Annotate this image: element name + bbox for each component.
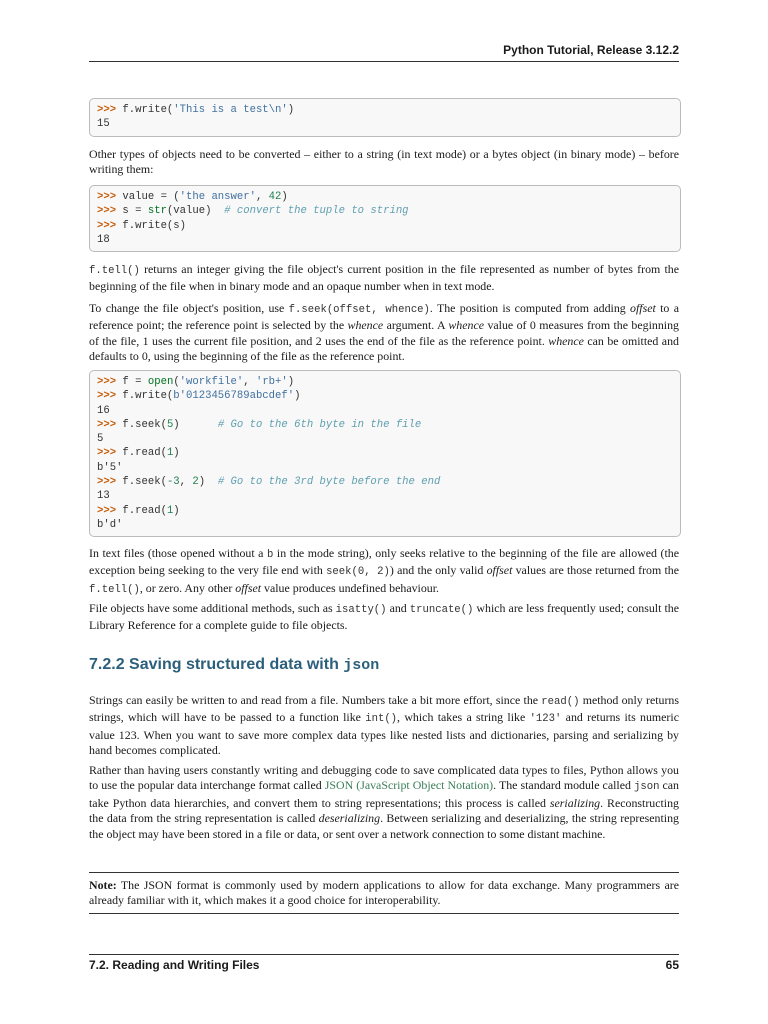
- paragraph-text: Rather than having users constantly writing and debugging code to save complicated data types to files, Python allows you to use the popular data interchange format called: [89, 763, 679, 793]
- code-text: ): [294, 390, 301, 403]
- code-text: ): [173, 447, 180, 460]
- code-text: ): [287, 104, 295, 116]
- emphasis: deserializing: [318, 811, 381, 826]
- inline-code: read(): [541, 696, 580, 708]
- paragraph-text: and returns its numeric value 123. When you want to save more complex data types like nested lists and dictionaries, parsing and serializing by hand becomes complicated.: [89, 710, 679, 758]
- code-text: ): [287, 376, 295, 388]
- section-heading-text: 7.2.2 Saving structured data with: [89, 656, 344, 673]
- code-builtin: str: [147, 205, 167, 218]
- json-link[interactable]: JSON (JavaScript Object Notation): [324, 778, 494, 793]
- code-string: b'0123456789abcdef': [173, 390, 295, 403]
- inline-code: truncate(): [409, 604, 474, 616]
- paragraph-text: which are less frequently used; consult the Library Reference for a complete guide to file objects.: [89, 601, 679, 633]
- code-comment: # convert the tuple to string: [224, 205, 409, 218]
- footer-section: 7.2. Reading and Writing Files: [89, 958, 260, 972]
- code-text: ): [198, 476, 218, 489]
- paragraph-text: . Between serializing and deserializing, the string representing the object may have been stored in a file or data, or sent over a network connection to some distant machine.: [89, 811, 679, 841]
- note-box: [89, 878, 679, 909]
- code-string: 'the answer': [179, 191, 256, 203]
- code-output: b'5': [97, 461, 123, 474]
- code-text: ,: [179, 476, 193, 489]
- paragraph-text: value of 0 measures from the beginning of the file, 1 uses the current file position, and 2 uses the end of the file as the reference point.: [89, 318, 679, 348]
- paragraph-text: . Reconstructing the data from the string representation is called: [89, 795, 680, 826]
- paragraph-text: values are those returned from the: [512, 563, 679, 578]
- paragraph-json: [89, 763, 679, 842]
- paragraph-text: ) and the only valid: [389, 563, 487, 578]
- code-string: 'workfile': [179, 376, 244, 388]
- emphasis: whence: [548, 333, 584, 348]
- inline-code: seek(0, 2): [326, 566, 390, 579]
- prompt: >>>: [97, 376, 117, 388]
- code-text: s =: [116, 205, 148, 218]
- emphasis: whence: [448, 318, 485, 333]
- header-rule: [89, 61, 679, 62]
- code-string: 'rb+': [255, 376, 288, 388]
- paragraph-text: , or zero. Any other: [139, 580, 236, 595]
- code-text: ,: [255, 191, 269, 203]
- emphasis: whence: [347, 318, 384, 333]
- code-text: f.seek(: [116, 476, 167, 489]
- paragraph-text: in the mode string), only seeks relative to the beginning of the file are allowed (the exception being seeking to the very file end with: [89, 546, 679, 578]
- paragraph-convert: Other types of objects need to be converted – either to a string (in text mode) or a bytes object (in binary mode) – before writing them:: [89, 147, 679, 177]
- paragraph-text: Strings can easily be written to and read from a file. Numbers take a bit more effort, since the: [89, 693, 542, 707]
- inline-code: f.seek(offset, whence): [288, 304, 430, 316]
- paragraph-seek: [89, 301, 679, 365]
- paragraph-text: . The position is computed from adding: [429, 301, 631, 315]
- code-string: 'This is a test\n': [173, 104, 288, 116]
- prompt: >>>: [97, 205, 117, 218]
- note-label: Note:: [89, 878, 117, 892]
- inline-code: '123': [529, 713, 562, 726]
- code-number: 2: [192, 476, 199, 489]
- paragraph-text: In text files (those opened without a: [89, 546, 267, 560]
- code-output: b'd': [97, 518, 123, 531]
- paragraph-tell: [89, 262, 679, 295]
- prompt: >>>: [97, 504, 117, 517]
- paragraph-text: . The standard module called: [493, 778, 634, 793]
- code-text: ): [281, 191, 288, 203]
- note-top-rule: [89, 872, 679, 873]
- code-block-value: [89, 185, 681, 252]
- prompt: >>>: [97, 104, 117, 116]
- inline-code: json: [634, 781, 660, 794]
- code-text: f =: [116, 376, 148, 388]
- code-output: 18: [97, 233, 110, 246]
- code-number: 1: [166, 447, 174, 460]
- emphasis: offset: [630, 301, 656, 315]
- paragraph-text: returns an integer giving the file object's current position in the file represented as number of bytes from the beginning of the file when in binary mode and an opaque number when in text mode.: [89, 262, 679, 294]
- paragraph-strings: [89, 693, 679, 759]
- inline-code: isatty(): [335, 604, 387, 616]
- paragraph-text: method only returns strings, which will have to be passed to a function like: [89, 693, 680, 725]
- emphasis: offset: [486, 563, 513, 578]
- code-output: 5: [97, 433, 104, 446]
- prompt: >>>: [97, 219, 117, 232]
- code-text: ): [173, 504, 180, 517]
- code-block-write: [89, 98, 681, 137]
- note-bottom-rule: [89, 913, 679, 914]
- code-output: 13: [97, 490, 110, 503]
- paragraph-text: argument. A: [383, 318, 449, 333]
- paragraph-text: To change the file object's position, use: [89, 301, 289, 315]
- code-block-seek: [89, 370, 681, 537]
- page-number: 65: [665, 958, 679, 972]
- code-text: f.write(: [116, 104, 174, 116]
- code-number: 42: [268, 191, 282, 203]
- code-text: value = (: [116, 191, 180, 203]
- paragraph-text: , which takes a string like: [397, 710, 530, 725]
- code-number: 5: [166, 418, 174, 431]
- emphasis: offset: [235, 580, 262, 595]
- inline-code: f.tell(): [89, 583, 140, 596]
- prompt: >>>: [97, 418, 117, 431]
- prompt: >>>: [97, 191, 117, 203]
- section-heading: [89, 656, 379, 674]
- paragraph-file-methods: [89, 601, 679, 634]
- page-header: Python Tutorial, Release 3.12.2: [503, 43, 679, 57]
- code-builtin: open: [147, 376, 174, 388]
- code-text: (value): [166, 205, 225, 218]
- inline-code: b: [267, 549, 274, 561]
- prompt: >>>: [97, 447, 117, 460]
- prompt: >>>: [97, 390, 117, 403]
- paragraph-text-files: [89, 546, 679, 598]
- code-output: 15: [97, 118, 110, 131]
- paragraph-text: can be omitted and defaults to 0, using the beginning of the file as the reference point.: [89, 333, 679, 364]
- paragraph-text: value produces undefined behaviour.: [261, 580, 440, 595]
- code-text: f.seek(: [116, 418, 167, 431]
- inline-code: int(): [365, 713, 398, 726]
- code-text: (: [173, 376, 180, 388]
- code-text: f.write(: [116, 390, 174, 403]
- code-output: 16: [97, 404, 110, 417]
- note-text: The JSON format is commonly used by modern applications to allow for data exchange. Many programmers are already familiar with it, which makes it a good choice for interoperability.: [89, 878, 679, 908]
- emphasis: serializing: [549, 795, 601, 810]
- code-number: -3: [166, 476, 180, 489]
- code-text: ,: [243, 376, 256, 388]
- section-heading-code: json: [343, 657, 380, 674]
- inline-code: f.tell(): [89, 265, 140, 277]
- footer-rule: [89, 954, 679, 955]
- paragraph-text: to a reference point; the reference point is selected by the: [89, 301, 679, 333]
- code-text: ): [173, 418, 218, 431]
- paragraph-text: and: [386, 601, 410, 615]
- code-text: f.read(: [116, 447, 167, 460]
- paragraph-text: can take Python data hierarchies, and convert them to string representations; this process is called: [89, 778, 679, 810]
- code-text: f.write(s): [116, 219, 187, 232]
- code-text: f.read(: [116, 504, 167, 517]
- prompt: >>>: [97, 476, 117, 489]
- code-number: 1: [166, 504, 174, 517]
- code-comment: # Go to the 6th byte in the file: [217, 418, 422, 431]
- paragraph-text: File objects have some additional methods, such as: [89, 601, 336, 615]
- code-comment: # Go to the 3rd byte before the end: [217, 476, 441, 489]
